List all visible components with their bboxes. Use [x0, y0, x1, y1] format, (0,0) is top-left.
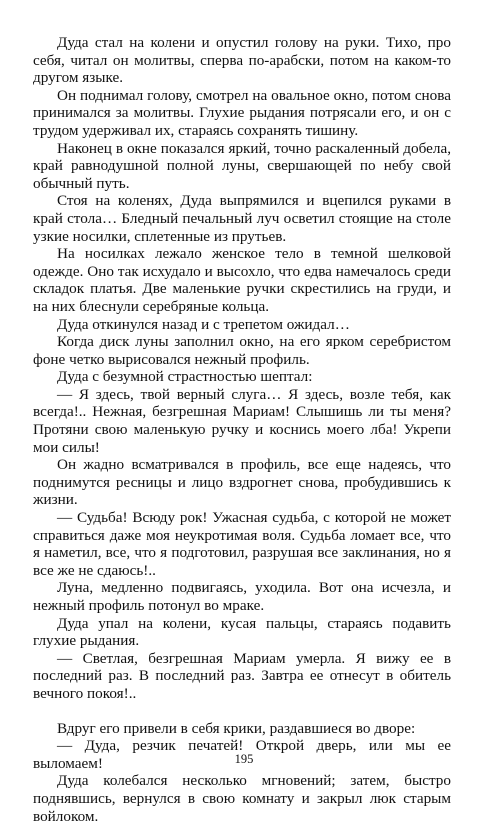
paragraph: — Дуда, резчик печатей! Открой дверь, или мы ее выломаем!	[33, 737, 451, 772]
paragraph: Дуда колебался несколько мгновений; затем, быстро поднявшись, вернулся в свою комнату и закрыл люк старым войлоком.	[33, 772, 451, 825]
paragraph: Дуда стал на колени и опустил голову на руки. Тихо, про себя, читал он молитвы, сперва по-арабски, потом на каком-то другом языке.	[33, 34, 451, 87]
paragraph: Дуда упал на колени, кусая пальцы, стараясь подавить глухие рыдания.	[33, 614, 451, 650]
paragraph: Дуда с безумной страстностью шептал:	[57, 368, 313, 386]
paragraph: — Судьба! Всюду рок! Ужасная судьба, с которой не может справиться даже моя неукротимая воля. Судьба ломает все, что я наметил, все, что я подготовил, разрушая все заклинания, но я все же не сдаюсь!..	[33, 509, 451, 579]
paragraph: Дуда откинулся назад и с трепетом ожидал…	[57, 315, 350, 333]
paragraph: Наконец в окне показался яркий, точно раскаленный добела, край равнодушной полной луны, свершающей по небу свой обычный путь.	[33, 139, 451, 192]
paragraph: — Светлая, безгрешная Мариам умерла. Я вижу ее в последний раз. В последний раз. Завтра ее отнесут в обитель вечного покоя!..	[33, 649, 451, 702]
paragraph: Вдруг его привели в себя крики, раздавшиеся во дворе:	[57, 719, 416, 737]
paragraph: Он поднимал голову, смотрел на овальное окно, потом снова принимался за молитвы. Глухие рыдания потрясали его, и он с трудом удерживал их, стараясь сохранять тишину.	[33, 86, 451, 139]
page-number: 195	[234, 752, 254, 766]
paragraph: Он жадно всматривался в профиль, все еще надеясь, что поднимутся ресницы и лицо вздрогнет снова, пробудившись к жизни.	[33, 456, 451, 509]
paragraph: Стоя на коленях, Дуда выпрямился и вцепился руками в край стола… Бледный печальный луч осветил стоящие на столе узкие носилки, сплетенные из прутьев.	[33, 192, 451, 245]
section-break	[33, 703, 451, 720]
book-page	[33, 34, 451, 825]
paragraph: — Я здесь, твой верный слуга… Я здесь, возле тебя, как всегда!.. Нежная, безгрешная Мариам! Слышишь ли ты меня? Протяни свою маленькую ручку и коснись моего лба! Укрепи мои силы!	[33, 385, 451, 456]
paragraph: Луна, медленно подвигаясь, уходила. Вот она исчезла, и нежный профиль потонул во мраке.	[33, 579, 451, 614]
paragraph: Когда диск луны заполнил окно, на его ярком серебристом фоне четко вырисовался нежный профиль.	[33, 333, 451, 368]
paragraph: На носилках лежало женское тело в темной шелковой одежде. Оно так исхудало и высохло, что едва намечалось среди складок платья. Две маленькие ручки скрестились на груди, и на них блеснули серебряные кольца.	[33, 245, 451, 315]
